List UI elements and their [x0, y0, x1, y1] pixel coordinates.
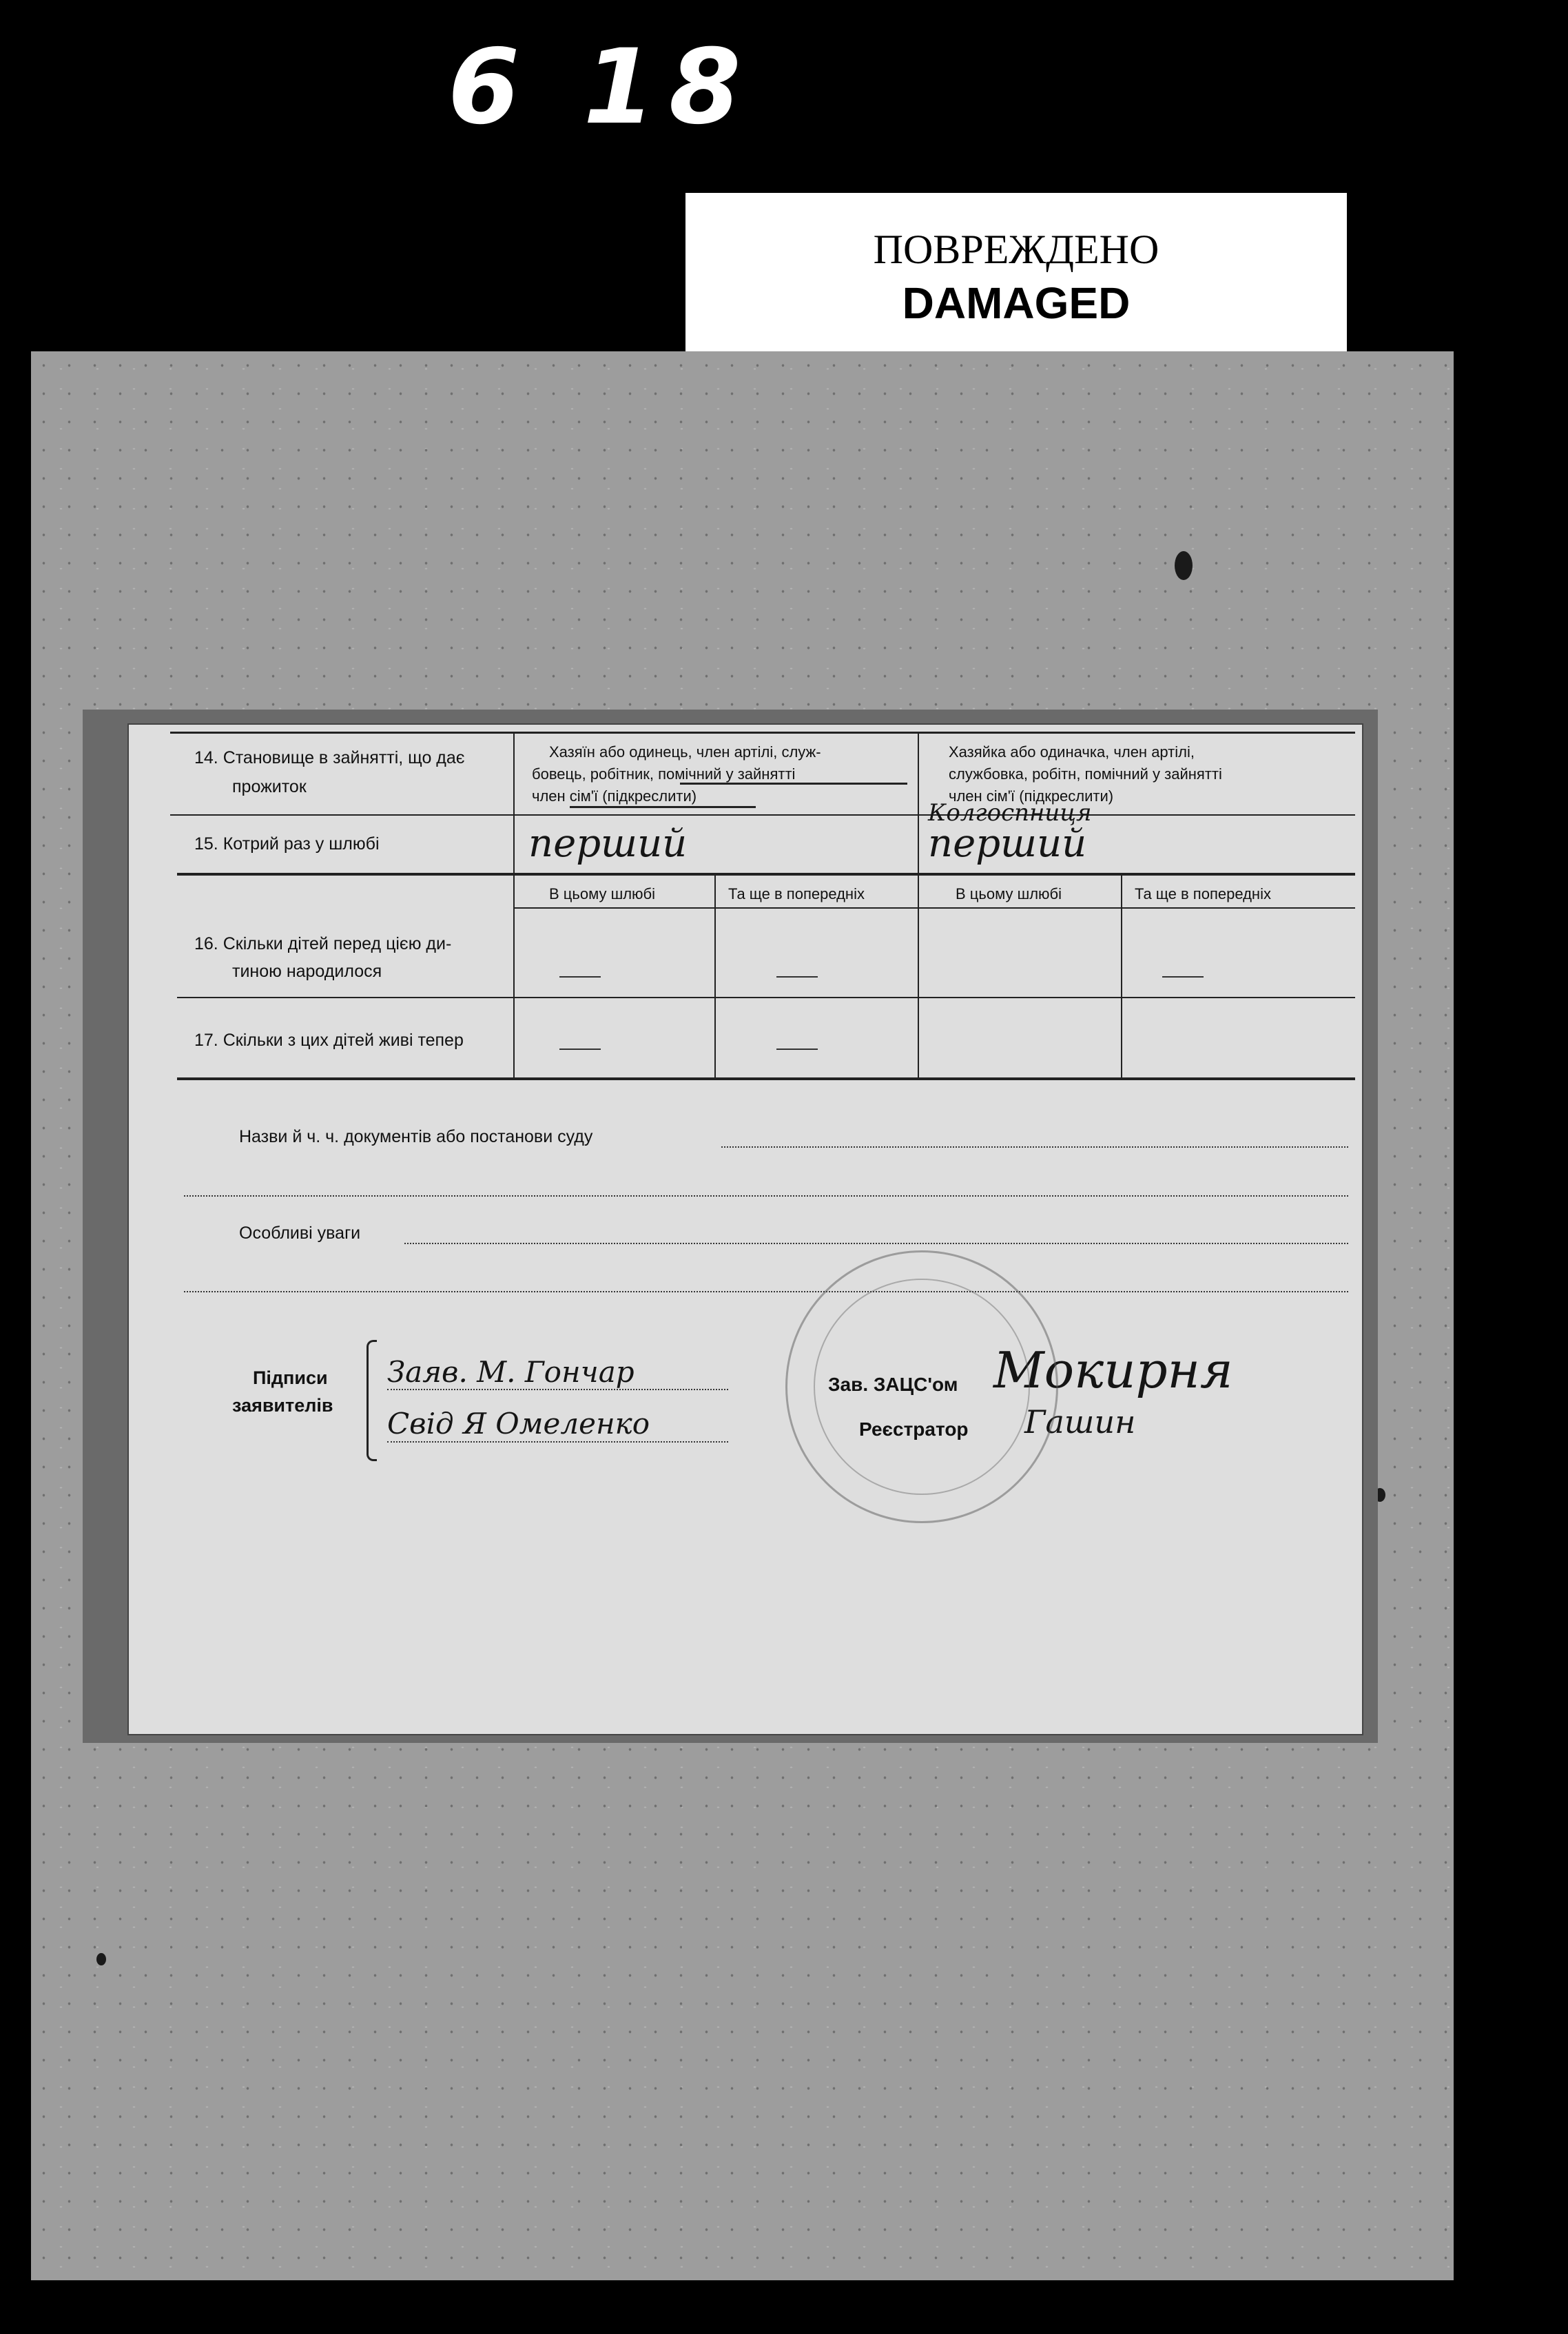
q14-male-options-line3: член сім'ї (підкреслити)	[532, 787, 697, 805]
remarks-dotted-line-2	[184, 1291, 1348, 1292]
official-stamp-inner-ring	[814, 1279, 1030, 1495]
applicant-signature-1: Заяв. М. Гончар	[387, 1355, 635, 1389]
documents-dotted-line	[721, 1146, 1348, 1148]
frame-number: 6 18	[448, 28, 755, 147]
q14-female-options-line3: член сім'ї (підкреслити)	[949, 787, 1114, 805]
col-header-previous-female: Та ще в попередніх	[1135, 885, 1271, 902]
q17-male-this-dash	[559, 1049, 601, 1050]
damaged-label-ru: ПОВРЕЖДЕНО	[873, 227, 1159, 272]
q16-male-this-dash	[559, 976, 601, 978]
signatures-label-line1: Підписи	[253, 1367, 328, 1388]
documents-dotted-line-2	[184, 1195, 1348, 1197]
rule	[170, 814, 1355, 816]
applicant-signature-2: Свід Я Омеленко	[387, 1407, 650, 1440]
col-header-this-marriage-female: В цьому шлюбі	[956, 885, 1062, 902]
rule	[177, 997, 1355, 998]
rule	[177, 1077, 1355, 1080]
head-signature: Мокирня	[993, 1341, 1233, 1399]
remarks-label: Особливі уваги	[239, 1223, 361, 1243]
col-header-previous-male: Та ще в попередніх	[728, 885, 865, 902]
rule	[515, 907, 1355, 909]
vrule	[513, 732, 515, 1080]
rule	[170, 732, 1355, 734]
q15-female-answer: перший	[928, 821, 1087, 866]
remarks-dotted-line	[404, 1243, 1348, 1244]
q17-label: 17. Скільки з цих дітей живі тепер	[194, 1031, 464, 1050]
applicant-signature-1-line	[387, 1389, 728, 1390]
vrule	[1121, 875, 1122, 1080]
vrule	[918, 732, 919, 1080]
vrule	[714, 875, 716, 1080]
record-form	[127, 723, 1363, 1735]
registrar-signature: Гашин	[1024, 1403, 1136, 1440]
q16-male-prev-dash	[776, 976, 818, 978]
applicant-signature-2-line	[387, 1441, 728, 1443]
underline-mark	[570, 806, 756, 808]
signatures-label-line2: заявителів	[232, 1395, 333, 1416]
q15-label: 15. Котрий раз у шлюбі	[194, 834, 380, 854]
ink-stain	[1175, 551, 1193, 580]
underline-mark	[680, 783, 907, 785]
q14-male-options-line2: бовець, робітник, помічний у зайнятті	[532, 765, 796, 783]
q16-label-line1: 16. Скільки дітей перед цією ди-	[194, 934, 452, 953]
ink-stain	[96, 1953, 106, 1965]
q16-label-line2: тиною народилося	[232, 962, 382, 981]
damaged-label	[685, 193, 1347, 358]
damaged-label-en: DAMAGED	[902, 278, 1131, 328]
q14-female-handwritten: Колгоспниця	[928, 799, 1092, 827]
documents-label: Назви й ч. ч. документів або постанови суду	[239, 1127, 593, 1146]
rule	[177, 873, 1355, 876]
signatures-bracket	[367, 1340, 377, 1461]
q14-label-line2: прожиток	[232, 777, 307, 796]
q14-label-line1: 14. Становище в зайнятті, що дає	[194, 748, 465, 767]
q14-female-options-line1: Хазяйка або одиначка, член артілі,	[949, 743, 1195, 761]
registrar-label: Реєстратор	[859, 1418, 969, 1440]
q15-male-answer: перший	[528, 821, 688, 866]
head-label: Зав. ЗАЦС'ом	[828, 1374, 958, 1395]
q16-female-prev-dash	[1162, 976, 1204, 978]
q17-male-prev-dash	[776, 1049, 818, 1050]
official-stamp	[785, 1250, 1058, 1523]
q14-male-options-line1: Хазяїн або одинець, член артілі, служ-	[549, 743, 821, 761]
q14-female-options-line2: службовка, робітн, помічний у зайнятті	[949, 765, 1222, 783]
col-header-this-marriage-male: В цьому шлюбі	[549, 885, 656, 902]
